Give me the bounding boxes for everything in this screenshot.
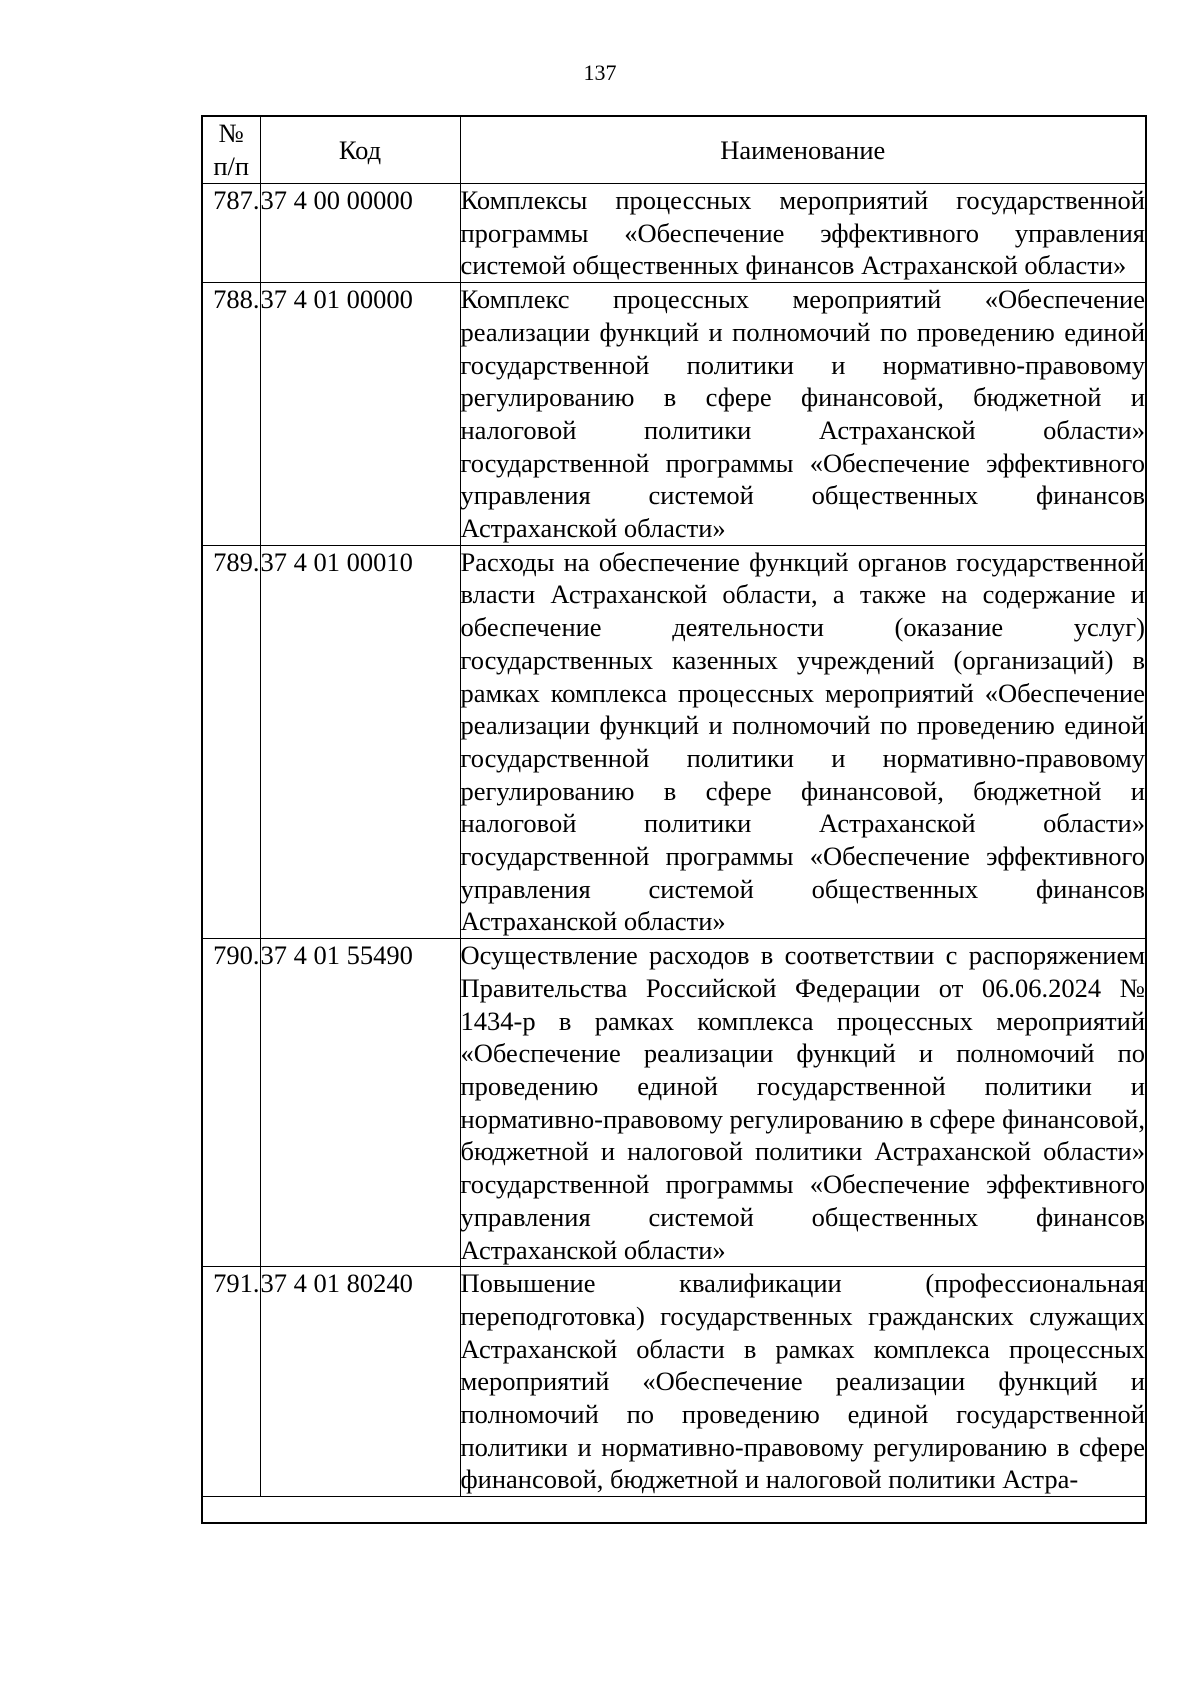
- header-name: Наименование: [460, 117, 1145, 184]
- page-number: 137: [583, 60, 617, 85]
- row-name: Расходы на обеспечение функций органов государственной власти Астраханской области, а также на содержание и обеспечение деятельности (оказание услуг) государственных казенных учреждений (организаций) в рамках комплекса процессных мероприятий «Обеспечение реализации функций и полномочий по проведению единой государственной политики и нормативно-правовому регулированию в сфере финансовой, бюджетной и налоговой политики Астраханской области» государственной программы «Обеспечение эффективного управления системой общественных финансов Астраханской области»: [460, 545, 1145, 938]
- row-code: 37 4 01 00000: [260, 283, 460, 546]
- row-number: 790.: [203, 939, 260, 1267]
- row-name: Комплексы процессных мероприятий государственной программы «Обеспечение эффективного управления системой общественных финансов Астраханской области»: [460, 184, 1145, 283]
- row-code: 37 4 01 00010: [260, 545, 460, 938]
- row-name: Комплекс процессных мероприятий «Обеспечение реализации функций и полномочий по проведению единой государственной политики и нормативно-правовому регулированию в сфере финансовой, бюджетной и налоговой политики Астраханской области» государственной программы «Обеспечение эффективного управления системой общественных финансов Астраханской области»: [460, 283, 1145, 546]
- header-number-symbol: №: [218, 118, 244, 149]
- table-row: [203, 1267, 1145, 1497]
- header-number: [203, 117, 260, 184]
- budget-code-table: [203, 117, 1145, 1497]
- row-number: 791.: [203, 1267, 260, 1497]
- table-row: [203, 939, 1145, 1267]
- row-code: 37 4 01 80240: [260, 1267, 460, 1497]
- table-row: [203, 283, 1145, 546]
- table-row: [203, 184, 1145, 283]
- row-name: Осуществление расходов в соответствии с распоряжением Правительства Российской Федерации от 06.06.2024 № 1434-р в рамках комплекса процессных мероприятий «Обеспечение реализации функций и полномочий по проведению единой государственной политики и нормативно-правовому регулированию в сфере финансовой, бюджетной и налоговой политики Астраханской области» государственной программы «Обеспечение эффективного управления системой общественных финансов Астраханской области»: [460, 939, 1145, 1267]
- table-row: [203, 545, 1145, 938]
- row-code: 37 4 00 00000: [260, 184, 460, 283]
- row-number: 788.: [203, 283, 260, 546]
- budget-code-table-wrapper: [201, 115, 1147, 1524]
- header-number-abbr: п/п: [213, 151, 250, 181]
- header-code: Код: [260, 117, 460, 184]
- row-name: Повышение квалификации (профессиональная переподготовка) государственных гражданских служащих Астраханской области в рамках комплекса процессных мероприятий «Обеспечение реализации функций и полномочий по проведению единой государственной политики и нормативно-правовому регулированию в сфере финансовой, бюджетной и налоговой политики Астра-: [460, 1267, 1145, 1497]
- table-header-row: [203, 117, 1145, 184]
- row-code: 37 4 01 55490: [260, 939, 460, 1267]
- row-number: 789.: [203, 545, 260, 938]
- row-number: 787.: [203, 184, 260, 283]
